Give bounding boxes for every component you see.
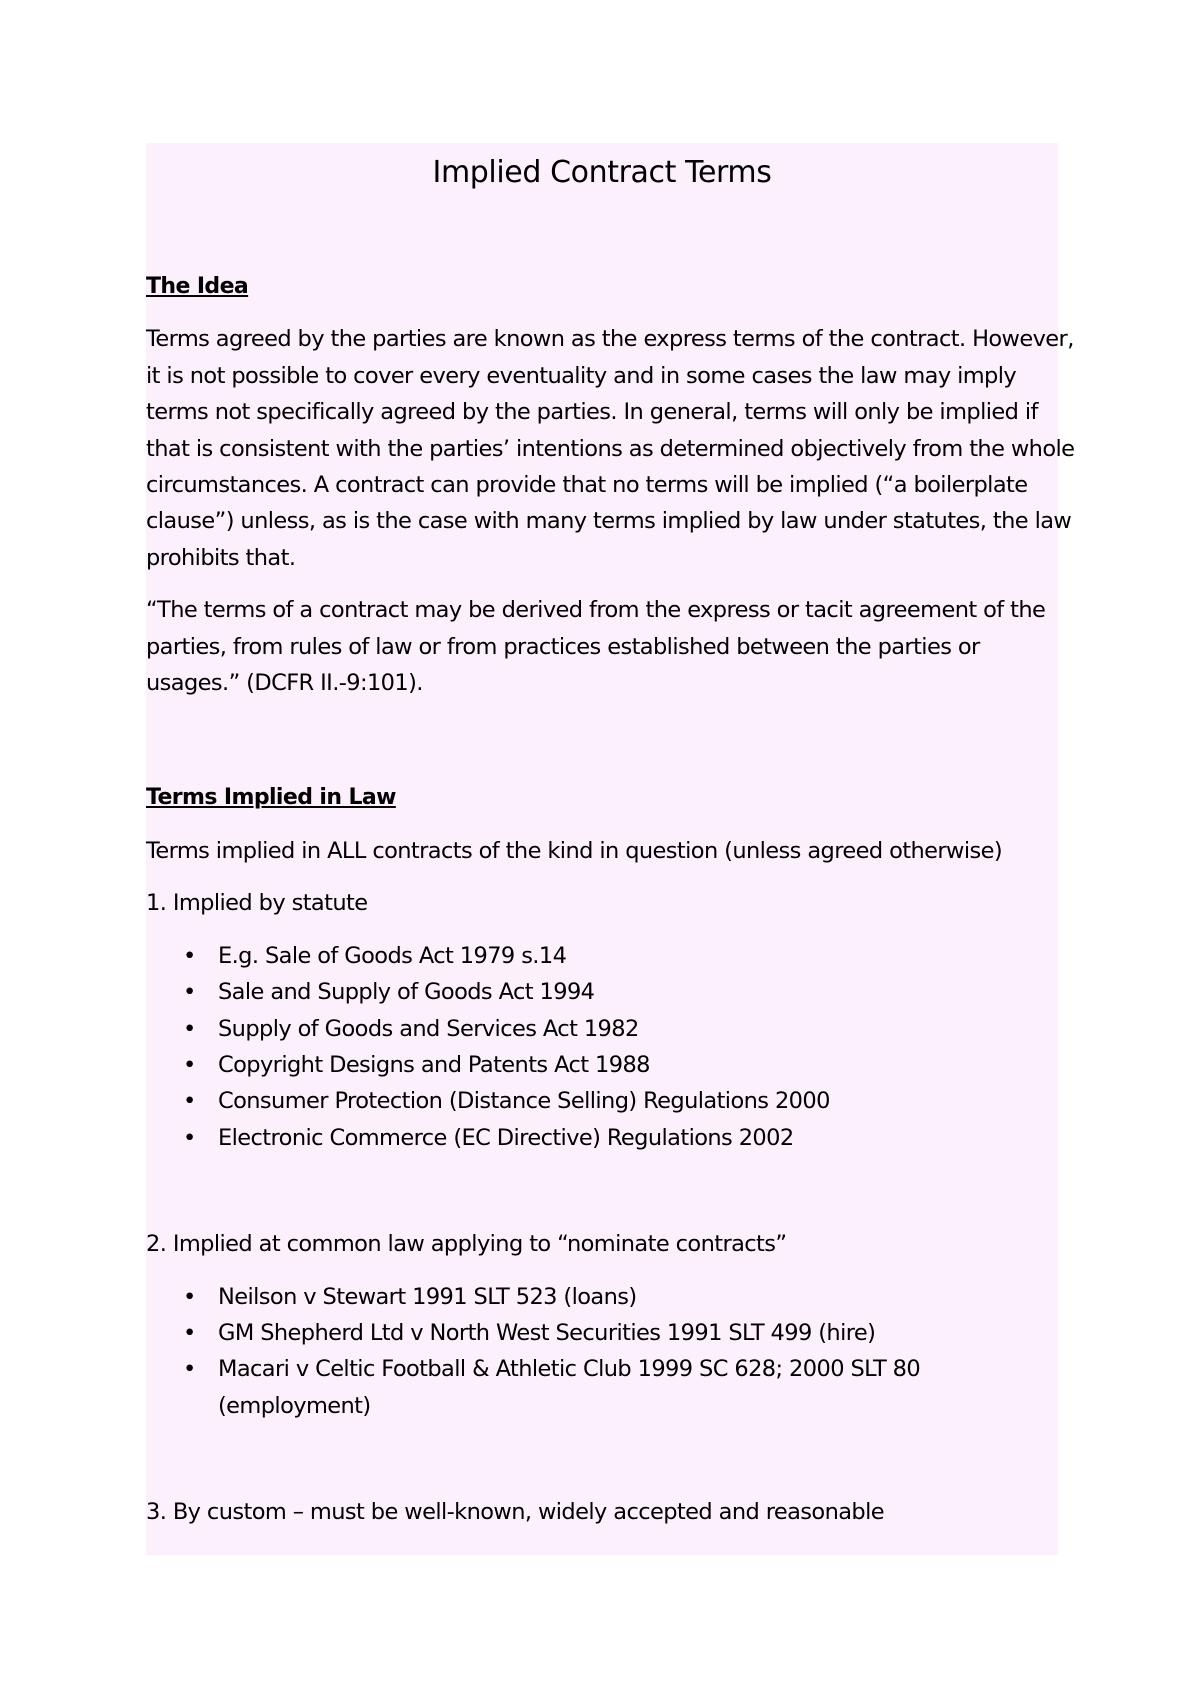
list-item-text: Sale and Supply of Goods Act 1994 [218,979,595,1006]
list-item [146,938,1076,974]
list-item [146,1120,1076,1156]
law-intro-paragraph: Terms implied in ALL contracts of the kind in question (unless agreed otherwise) [146,837,1003,864]
list-item-text: Macari v Celtic Football & Athletic Club 1999 SC 628; 2000 SLT 80 (employment) [218,1356,921,1419]
bullet-icon: • [183,1283,196,1310]
list-item [146,1315,1076,1351]
document-title: Implied Contract Terms [432,155,772,190]
bullet-icon: • [183,1051,196,1078]
list-item [146,1083,1076,1119]
list-item-text: Supply of Goods and Services Act 1982 [218,1015,639,1042]
section-heading-terms-implied-in-law: Terms Implied in Law [146,785,396,811]
bullet-icon: • [183,1319,196,1346]
list-item [146,1047,1076,1083]
list-item [146,1011,1076,1047]
dcfr-quote: “The terms of a contract may be derived from the express or tacit agreement of the parties, from rules of law or from practices established between the parties or usages.” (DCFR II.-9:101). [146,597,1046,697]
bullet-icon: • [183,1124,196,1151]
bullet-icon: • [183,942,196,969]
list-item [146,1351,1076,1424]
custom-label: 3. By custom – must be well-known, widely accepted and reasonable [146,1499,885,1526]
list-item [146,1279,1076,1315]
list-item-text: GM Shepherd Ltd v North West Securities 1991 SLT 499 (hire) [218,1319,876,1346]
statute-list [146,938,1076,1156]
statute-label: 1. Implied by statute [146,890,368,917]
section-heading-idea: The Idea [146,274,249,299]
common-law-label: 2. Implied at common law applying to “nominate contracts” [146,1231,787,1258]
list-item [146,974,1076,1010]
list-item-text: Copyright Designs and Patents Act 1988 [218,1051,650,1078]
list-item-text: Consumer Protection (Distance Selling) Regulations 2000 [218,1088,830,1115]
list-item-text: E.g. Sale of Goods Act 1979 s.14 [218,942,567,969]
list-item-text: Electronic Commerce (EC Directive) Regulations 2002 [218,1124,794,1151]
idea-paragraph: Terms agreed by the parties are known as the express terms of the contract. However, it is not possible to cover every eventuality and in some cases the law may imply terms not specifically agreed by the parties. In general, terms will only be implied if that is consistent with the parties’ intentions as determined objectively from the whole circumstances. A contract can provide that no terms will be implied (“a boilerplate clause”) unless, as is the case with many terms implied by law under statutes, the law prohibits that. [146,326,1075,571]
common-law-list [146,1279,1076,1425]
bullet-icon: • [183,1088,196,1115]
bullet-icon: • [183,1356,196,1383]
bullet-icon: • [183,979,196,1006]
list-item-text: Neilson v Stewart 1991 SLT 523 (loans) [218,1283,637,1310]
document-body [146,143,1076,1531]
bullet-icon: • [183,1015,196,1042]
